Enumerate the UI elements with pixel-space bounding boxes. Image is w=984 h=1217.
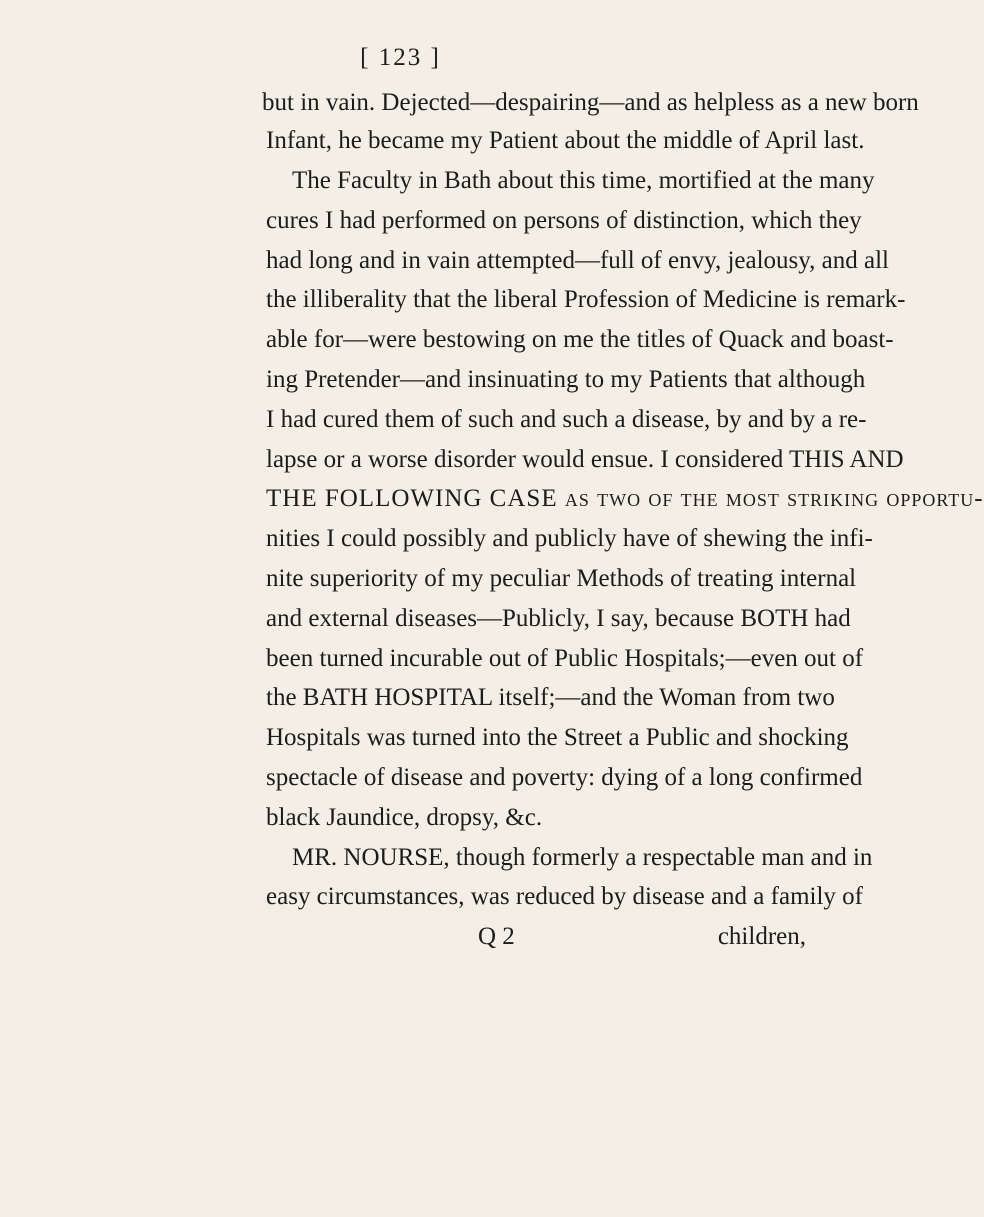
text-line: spectacle of disease and poverty: dying of a long confirmed	[266, 764, 863, 791]
text-line: but in vain. Dejected—despairing—and as helpless as a new born	[262, 89, 919, 116]
catchword: children,	[717, 923, 806, 950]
page-number: [ 123 ]	[360, 44, 441, 71]
text-line: the illiberality that the liberal Profession of Medicine is remark-	[266, 286, 906, 313]
text-line: able for—were bestowing on me the titles of Quack and boast-	[266, 326, 894, 353]
text-line: The Faculty in Bath about this time, mortified at the many	[292, 167, 875, 194]
signature-mark: Q 2	[478, 923, 515, 950]
text-line: had long and in vain attempted—full of envy, jealousy, and all	[266, 247, 889, 274]
text-line: and external diseases—Publicly, I say, because BOTH had	[266, 605, 851, 632]
text-line: ing Pretender—and insinuating to my Patients that although	[266, 366, 866, 393]
text-line: THE FOLLOWING CASE as two of the most striking opportu-	[266, 485, 984, 512]
text-line: black Jaundice, dropsy, &c.	[266, 804, 543, 831]
text-line: been turned incurable out of Public Hospitals;—even out of	[266, 645, 864, 672]
text-line: nities I could possibly and publicly have of shewing the infi-	[266, 525, 873, 552]
text-line: Hospitals was turned into the Street a Public and shocking	[266, 724, 849, 751]
page-footer	[266, 922, 806, 952]
text-line: I had cured them of such and such a disease, by and by a re-	[266, 406, 867, 433]
text-line: MR. NOURSE, though formerly a respectable man and in	[292, 844, 873, 871]
text-line: the BATH HOSPITAL itself;—and the Woman from two	[266, 684, 835, 711]
text-line: cures I had performed on persons of distinction, which they	[266, 207, 862, 234]
text-line: Infant, he became my Patient about the middle of April last.	[266, 127, 865, 154]
text-line: easy circumstances, was reduced by disease and a family of	[266, 883, 863, 910]
text-line: nite superiority of my peculiar Methods of treating internal	[266, 565, 857, 592]
text-line: lapse or a worse disorder would ensue. I considered THIS AND	[266, 446, 904, 473]
